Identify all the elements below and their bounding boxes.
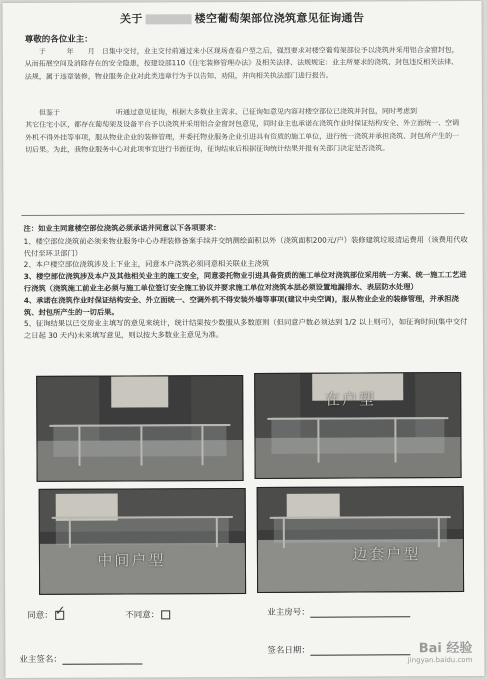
balcony-photo-icon	[257, 486, 464, 593]
balcony-photo-icon	[39, 488, 246, 595]
signature-label: 业主签名：	[19, 654, 62, 665]
notes-section	[23, 221, 470, 342]
room-number-field[interactable]	[267, 605, 410, 618]
note-item: 2、本户楼空部位浇筑涉及上下业主，同意本户浇筑必须同意相关联业主浇筑	[23, 259, 270, 270]
notice-title: 关于 楼空葡萄架部位浇筑意见征询通告	[120, 11, 365, 26]
disagree-checkbox[interactable]	[161, 610, 170, 619]
disagree-option[interactable]	[125, 608, 170, 620]
note-item: 1、楼空部位浇筑前必须来物业服务中心办理装修备案手续并交纳测绘面积以外（浇筑面积200元/户）装修建筑垃圾清运费用（该费用代收代付至环卫部门）	[23, 234, 468, 258]
note-item: 5、征询结果以已交房业主填写的意见来统计，统计结果按少数服从多数原则（但同意户数必须达到 1/2 以上则可），如征询时间(集中交付之日起 30 天内)未来填写意见，则以按大多数业主意见为准。	[23, 317, 468, 341]
photo-caption: 中间户型	[97, 551, 166, 570]
date-input[interactable]	[310, 644, 410, 655]
paragraph-2: 但鉴于 听通过意见征询，根据大多数业主需求，已征询如意见内容对楼空部位已浇筑并封包，同时考虑到 其它住宅小区，都存在葡萄架及设备平台予以浇筑并采用铝合金窗封包意见，同时业主也承诺在浇筑作业时保证结构安全、外立面统一、空调外机不得外挂等事项，服从物业企业的装修管理，并委托物业服务企业引进具有资质的施工单位，进行统一浇筑并承担浇筑、封包所产生的一切后果。为此，我物业服务中心对此项事宜进行书面征询，征询结束后根据征询统计结果并报有关部门决定是否浇筑。	[25, 106, 474, 155]
redacted-block	[146, 14, 192, 24]
agree-label: 同意：	[27, 610, 53, 621]
salutation: 尊敬的各位业主：	[24, 34, 93, 45]
balcony-photo-icon	[254, 372, 461, 479]
note-item: 3、楼空部位浇筑涉及本户及其他相关业主的施工安全，同意委托物业引进具备资质的施工单位对浇筑部位采用统一方案、统一施工工艺进行浇筑（浇筑施工前业主必须与施工单位签订安全施工协议并要求施工单位对浇筑本层必须设置地漏排水、表层防水处理）	[23, 270, 467, 293]
room-number-input[interactable]	[310, 606, 410, 617]
signature-field[interactable]	[19, 652, 142, 665]
room-label: 业主房号：	[267, 607, 310, 618]
disagree-label: 不同意：	[125, 610, 160, 621]
date-label: 签名日期：	[267, 645, 310, 656]
note-item: 4、承诺在浇筑作业时保证结构安全、外立面统一、空调外机不得安装外墙等事项(建议中央空调)，服从物业企业的装修管理，并承担浇筑、封包所产生的一切后果。	[23, 293, 459, 317]
date-field[interactable]	[267, 643, 410, 656]
watermark-brand: Bai 经验	[418, 641, 473, 657]
notes-heading: 注：如业主同意楼空部位浇筑必须承诺并同意以下各项要求：	[23, 223, 221, 233]
baidu-watermark	[408, 637, 473, 664]
signature-input[interactable]	[62, 653, 142, 664]
paragraph-1: 于 年 月 日集中交付，业主交付前通过来小区现场查看户型之后，强烈要求对楼空葡萄架部位予以浇筑并采用铝合金窗封包，从而拓展空间及消除存在的安全隐患，按建设部110《住宅装修管理办法》及相关法律、法规规定：业主所要求的浇筑、封包违反相关法律、法规，属于违章装修，物业服务企业对此类违章行为予以告知、劝阻，并向相关执法部门进行报告。	[24, 46, 459, 81]
agree-option[interactable]	[27, 603, 66, 621]
notice-page	[3, 1, 485, 678]
watermark-url: jingyan.baidu.com	[407, 656, 473, 665]
photo-caption: 边套户型	[352, 545, 421, 564]
photo-caption: 在户型	[324, 389, 377, 409]
check-mark-icon: ✓	[54, 603, 66, 619]
divider	[21, 213, 464, 216]
photo-grid	[36, 374, 457, 593]
balcony-photo-icon	[36, 375, 243, 482]
agree-checkbox[interactable]	[54, 603, 66, 620]
